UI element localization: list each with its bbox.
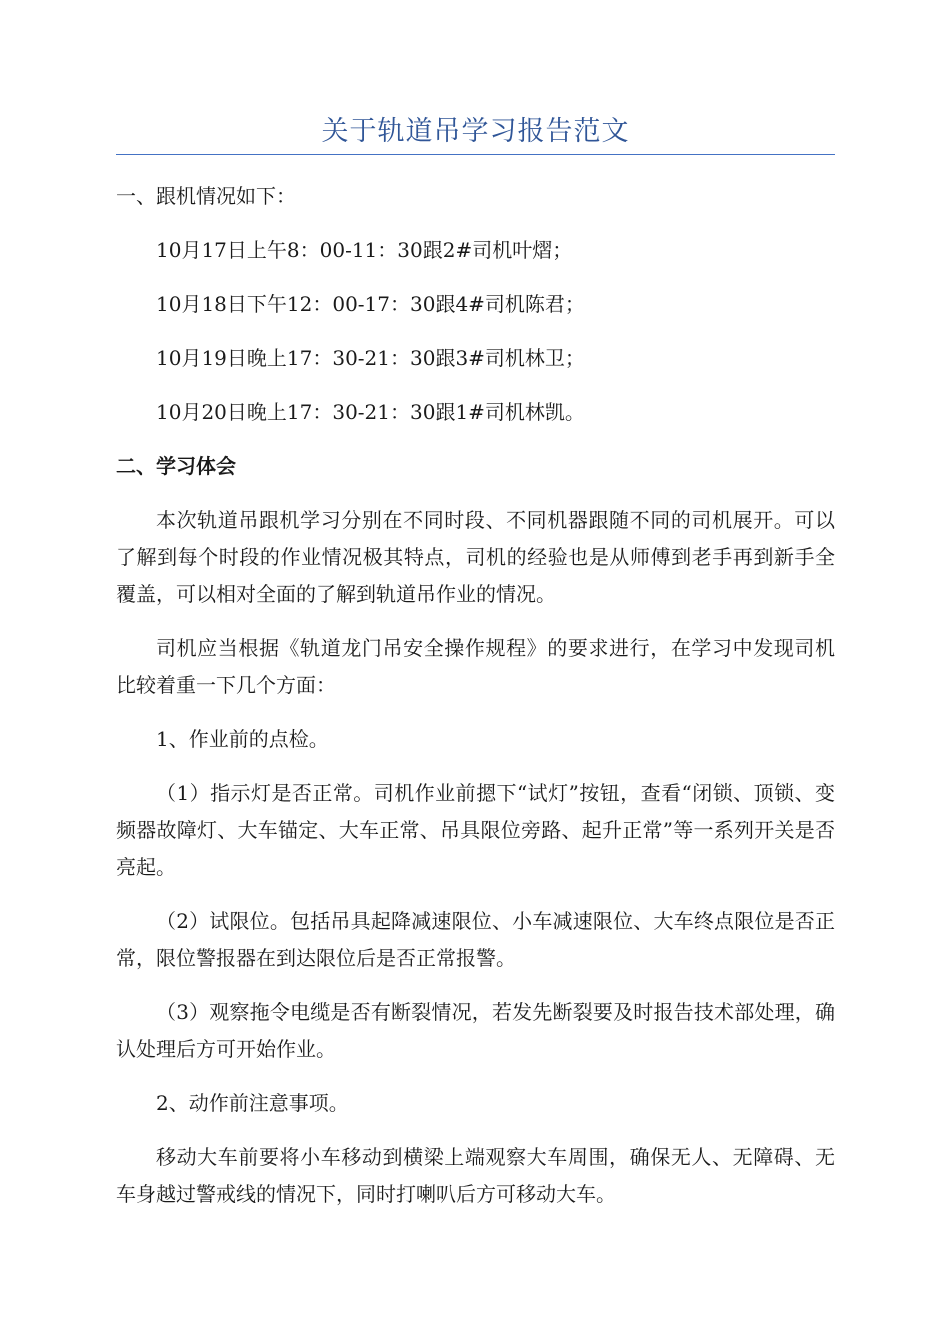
schedule-item: 10月20日晚上17：30-21：30跟1#司机林凯。 [156, 400, 585, 424]
paragraph: 司机应当根据《轨道龙门吊安全操作规程》的要求进行，在学习中发现司机比较着重一下几个方面： [116, 636, 835, 697]
subheading: 1、作业前的点检。 [156, 727, 329, 751]
document-body [116, 178, 835, 1230]
schedule-item: 10月17日上午8：00-11：30跟2#司机叶熠； [156, 238, 573, 262]
document-title: 关于轨道吊学习报告范文 [321, 116, 630, 147]
schedule-item: 10月18日下午12：00-17：30跟4#司机陈君； [156, 292, 585, 316]
paragraph: 本次轨道吊跟机学习分别在不同时段、不同机器跟随不同的司机展开。可以了解到每个时段的作业情况极其特点，司机的经验也是从师傅到老手再到新手全覆盖，可以相对全面的了解到轨道吊作业的情况。 [116, 508, 835, 606]
paragraph: （3）观察拖令电缆是否有断裂情况，若发先断裂要及时报告技术部处理，确认处理后方可开始作业。 [116, 1000, 835, 1061]
paragraph: （2）试限位。包括吊具起降减速限位、小车减速限位、大车终点限位是否正常，限位警报器在到达限位后是否正常报警。 [116, 909, 835, 970]
schedule-item: 10月19日晚上17：30-21：30跟3#司机林卫； [156, 346, 585, 370]
paragraph: （1）指示灯是否正常。司机作业前摁下“试灯”按钮，查看“闭锁、顶锁、变频器故障灯、大车锚定、大车正常、吊具限位旁路、起升正常”等一系列开关是否亮起。 [116, 781, 835, 879]
section-heading-2: 二、学习体会 [116, 454, 236, 478]
section-heading-1: 一、跟机情况如下： [116, 184, 296, 208]
title-underline [116, 154, 835, 155]
subheading: 2、动作前注意事项。 [156, 1091, 349, 1115]
paragraph: 移动大车前要将小车移动到横梁上端观察大车周围，确保无人、无障碍、无车身越过警戒线的情况下，同时打喇叭后方可移动大车。 [116, 1145, 835, 1206]
